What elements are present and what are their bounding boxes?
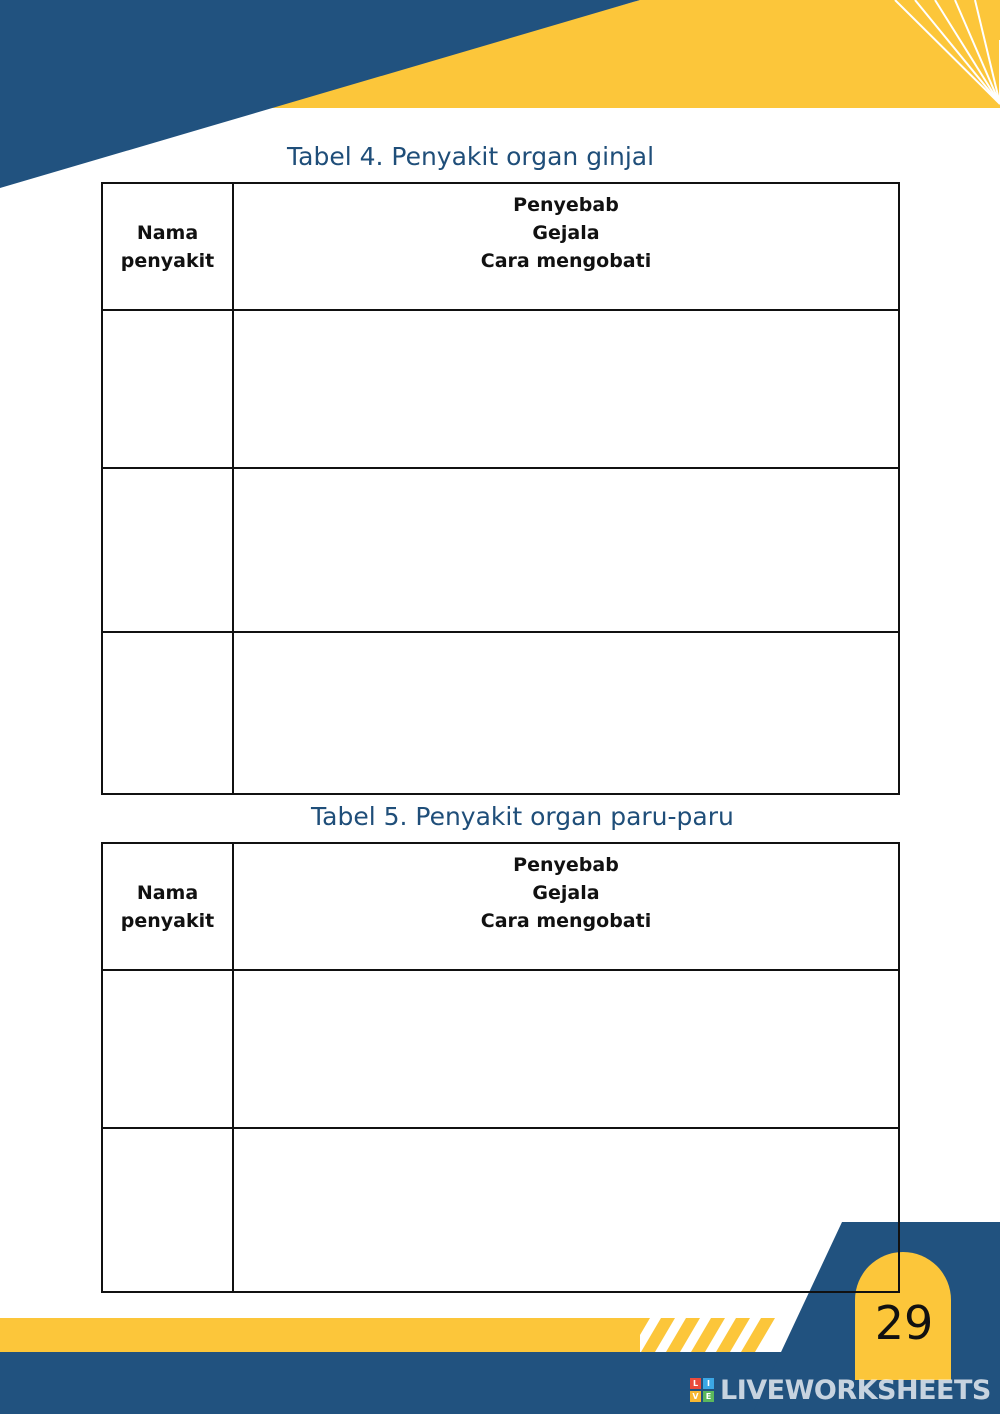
details-cell[interactable] [233,1128,899,1292]
header-label-line: Cara mengobati [480,909,652,932]
table-5-caption: Tabel 5. Penyakit organ paru-paru [311,802,734,831]
table-4-header-name [102,183,233,310]
table-4-caption: Tabel 4. Penyakit organ ginjal [287,142,655,171]
table-row [102,1128,899,1292]
header-label-line: Gejala [532,881,600,904]
header-label-line: Nama [136,881,199,904]
logo-letter: L [690,1378,701,1389]
header-label-line: penyakit [120,249,215,272]
details-cell[interactable] [233,632,899,794]
details-cell[interactable] [233,468,899,632]
bottom-yellow-band [0,1318,640,1352]
table-row [102,632,899,794]
header-label-line: Cara mengobati [480,249,652,272]
table-4-header-row [102,183,899,310]
logo-letter: V [690,1391,701,1402]
header-label-line: Penyebab [513,193,619,216]
liveworksheets-watermark [690,1374,991,1406]
logo-letter: E [703,1391,714,1402]
details-cell[interactable] [233,310,899,468]
table-5-header-name [102,843,233,970]
name-cell[interactable] [102,970,233,1128]
watermark-text: LIVEWORKSHEETS [720,1374,991,1406]
table-row [102,468,899,632]
table-5-header-details [233,843,899,970]
name-cell[interactable] [102,468,233,632]
table-4-header-details [233,183,899,310]
header-label-line: Nama [136,221,199,244]
name-cell[interactable] [102,1128,233,1292]
page-number: 29 [874,1296,934,1350]
name-cell[interactable] [102,632,233,794]
header-label-line: penyakit [120,909,215,932]
header-label-line: Gejala [532,221,600,244]
liveworksheets-logo-icon [690,1378,714,1402]
name-cell[interactable] [102,310,233,468]
table-row [102,970,899,1128]
header-label-line: Penyebab [513,853,619,876]
table-5-header-row [102,843,899,970]
table-row [102,310,899,468]
table-5 [101,842,900,1293]
details-cell[interactable] [233,970,899,1128]
logo-letter: I [703,1378,714,1389]
table-4 [101,182,900,795]
